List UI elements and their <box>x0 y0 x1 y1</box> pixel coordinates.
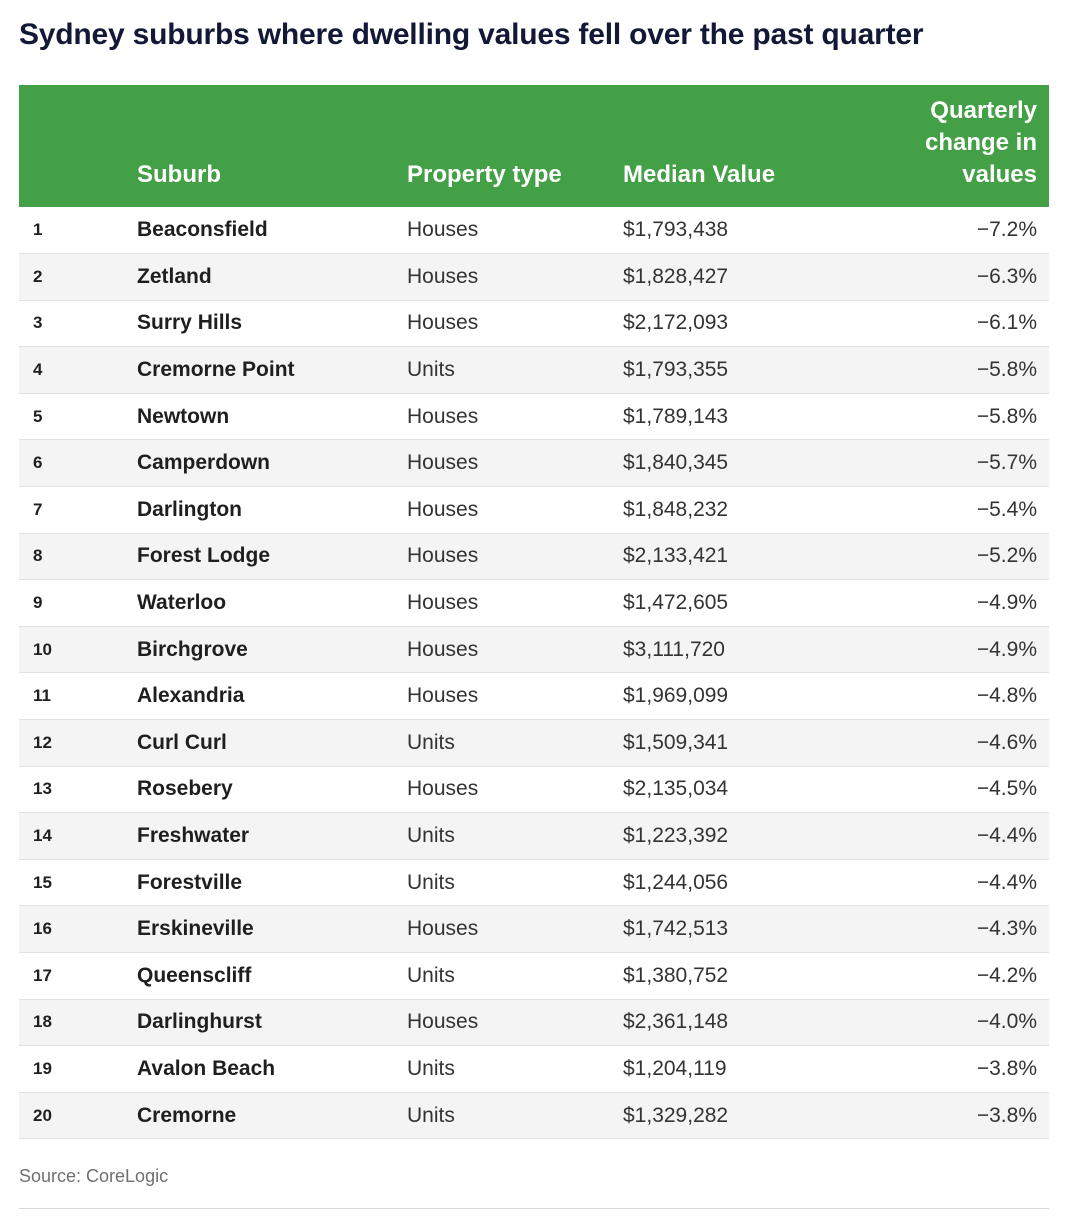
cell-rank: 9 <box>19 580 137 627</box>
cell-median-value: $1,380,752 <box>623 953 859 1000</box>
table-row <box>19 953 1049 1000</box>
cell-property-type: Houses <box>407 300 623 347</box>
table-row <box>19 1092 1049 1139</box>
cell-suburb: Surry Hills <box>137 300 407 347</box>
cell-median-value: $2,361,148 <box>623 999 859 1046</box>
table-row <box>19 999 1049 1046</box>
cell-quarterly-change: −4.4% <box>859 859 1049 906</box>
cell-quarterly-change: −4.0% <box>859 999 1049 1046</box>
cell-suburb: Rosebery <box>137 766 407 813</box>
cell-rank: 3 <box>19 300 137 347</box>
cell-suburb: Erskineville <box>137 906 407 953</box>
table-row <box>19 207 1049 254</box>
cell-median-value: $1,472,605 <box>623 580 859 627</box>
table-header <box>19 85 1049 207</box>
table-row <box>19 1046 1049 1093</box>
table-row <box>19 859 1049 906</box>
table-row <box>19 254 1049 301</box>
cell-property-type: Houses <box>407 580 623 627</box>
cell-rank: 10 <box>19 626 137 673</box>
cell-quarterly-change: −5.8% <box>859 393 1049 440</box>
cell-suburb: Darlington <box>137 487 407 534</box>
cell-suburb: Darlinghurst <box>137 999 407 1046</box>
column-header-property-type: Property type <box>407 85 623 207</box>
cell-property-type: Units <box>407 347 623 394</box>
table-body <box>19 207 1049 1139</box>
cell-quarterly-change: −6.3% <box>859 254 1049 301</box>
cell-suburb: Alexandria <box>137 673 407 720</box>
cell-rank: 7 <box>19 487 137 534</box>
cell-quarterly-change: −4.9% <box>859 580 1049 627</box>
cell-rank: 8 <box>19 533 137 580</box>
cell-rank: 6 <box>19 440 137 487</box>
cell-property-type: Units <box>407 720 623 767</box>
cell-rank: 14 <box>19 813 137 860</box>
cell-rank: 20 <box>19 1092 137 1139</box>
bottom-divider <box>19 1208 1049 1209</box>
cell-property-type: Units <box>407 1092 623 1139</box>
cell-rank: 17 <box>19 953 137 1000</box>
cell-median-value: $1,223,392 <box>623 813 859 860</box>
cell-median-value: $1,789,143 <box>623 393 859 440</box>
cell-suburb: Queenscliff <box>137 953 407 1000</box>
column-header-median-value: Median Value <box>623 85 859 207</box>
cell-median-value: $1,329,282 <box>623 1092 859 1139</box>
cell-rank: 5 <box>19 393 137 440</box>
cell-suburb: Birchgrove <box>137 626 407 673</box>
cell-rank: 1 <box>19 207 137 254</box>
cell-quarterly-change: −6.1% <box>859 300 1049 347</box>
cell-property-type: Houses <box>407 254 623 301</box>
cell-quarterly-change: −4.9% <box>859 626 1049 673</box>
cell-property-type: Units <box>407 1046 623 1093</box>
table-row <box>19 906 1049 953</box>
cell-suburb: Cremorne <box>137 1092 407 1139</box>
cell-median-value: $1,793,438 <box>623 207 859 254</box>
cell-median-value: $2,133,421 <box>623 533 859 580</box>
cell-median-value: $1,244,056 <box>623 859 859 906</box>
cell-property-type: Houses <box>407 440 623 487</box>
cell-quarterly-change: −3.8% <box>859 1046 1049 1093</box>
cell-median-value: $1,848,232 <box>623 487 859 534</box>
cell-suburb: Forest Lodge <box>137 533 407 580</box>
cell-property-type: Units <box>407 859 623 906</box>
cell-median-value: $2,135,034 <box>623 766 859 813</box>
table-row <box>19 393 1049 440</box>
table-row <box>19 720 1049 767</box>
table-row <box>19 580 1049 627</box>
cell-property-type: Houses <box>407 906 623 953</box>
table-row <box>19 300 1049 347</box>
data-table <box>19 85 1049 1139</box>
cell-property-type: Houses <box>407 766 623 813</box>
cell-property-type: Houses <box>407 533 623 580</box>
cell-quarterly-change: −4.5% <box>859 766 1049 813</box>
cell-rank: 16 <box>19 906 137 953</box>
cell-property-type: Houses <box>407 487 623 534</box>
column-header-suburb: Suburb <box>137 85 407 207</box>
cell-rank: 19 <box>19 1046 137 1093</box>
cell-property-type: Houses <box>407 626 623 673</box>
table-row <box>19 533 1049 580</box>
cell-property-type: Houses <box>407 673 623 720</box>
cell-property-type: Houses <box>407 393 623 440</box>
cell-median-value: $1,969,099 <box>623 673 859 720</box>
table-row <box>19 347 1049 394</box>
cell-median-value: $2,172,093 <box>623 300 859 347</box>
cell-quarterly-change: −4.6% <box>859 720 1049 767</box>
cell-quarterly-change: −4.2% <box>859 953 1049 1000</box>
table-row <box>19 440 1049 487</box>
cell-median-value: $1,204,119 <box>623 1046 859 1093</box>
table-row <box>19 487 1049 534</box>
cell-rank: 18 <box>19 999 137 1046</box>
column-header-quarterly-change: Quarterly change in values <box>859 85 1049 207</box>
cell-median-value: $1,828,427 <box>623 254 859 301</box>
source-note: Source: CoreLogic <box>19 1166 169 1186</box>
cell-suburb: Camperdown <box>137 440 407 487</box>
cell-quarterly-change: −4.8% <box>859 673 1049 720</box>
header-row <box>19 85 1049 207</box>
cell-suburb: Curl Curl <box>137 720 407 767</box>
cell-suburb: Beaconsfield <box>137 207 407 254</box>
cell-median-value: $1,840,345 <box>623 440 859 487</box>
cell-rank: 12 <box>19 720 137 767</box>
cell-quarterly-change: −4.3% <box>859 906 1049 953</box>
cell-suburb: Newtown <box>137 393 407 440</box>
cell-property-type: Units <box>407 813 623 860</box>
chart-title: Sydney suburbs where dwelling values fell over the past quarter <box>19 18 924 51</box>
table-row <box>19 813 1049 860</box>
cell-median-value: $3,111,720 <box>623 626 859 673</box>
data-table-container <box>19 85 1049 1139</box>
cell-property-type: Units <box>407 953 623 1000</box>
cell-median-value: $1,793,355 <box>623 347 859 394</box>
cell-quarterly-change: −7.2% <box>859 207 1049 254</box>
cell-suburb: Avalon Beach <box>137 1046 407 1093</box>
table-row <box>19 626 1049 673</box>
cell-rank: 2 <box>19 254 137 301</box>
cell-property-type: Houses <box>407 207 623 254</box>
table-row <box>19 766 1049 813</box>
cell-suburb: Cremorne Point <box>137 347 407 394</box>
cell-suburb: Zetland <box>137 254 407 301</box>
cell-suburb: Forestville <box>137 859 407 906</box>
cell-median-value: $1,509,341 <box>623 720 859 767</box>
cell-quarterly-change: −5.7% <box>859 440 1049 487</box>
cell-quarterly-change: −5.4% <box>859 487 1049 534</box>
column-header-rank <box>19 85 137 207</box>
cell-suburb: Freshwater <box>137 813 407 860</box>
cell-quarterly-change: −4.4% <box>859 813 1049 860</box>
table-row <box>19 673 1049 720</box>
cell-quarterly-change: −5.8% <box>859 347 1049 394</box>
cell-quarterly-change: −5.2% <box>859 533 1049 580</box>
cell-rank: 11 <box>19 673 137 720</box>
cell-quarterly-change: −3.8% <box>859 1092 1049 1139</box>
cell-rank: 15 <box>19 859 137 906</box>
cell-rank: 13 <box>19 766 137 813</box>
cell-median-value: $1,742,513 <box>623 906 859 953</box>
cell-property-type: Houses <box>407 999 623 1046</box>
cell-suburb: Waterloo <box>137 580 407 627</box>
cell-rank: 4 <box>19 347 137 394</box>
